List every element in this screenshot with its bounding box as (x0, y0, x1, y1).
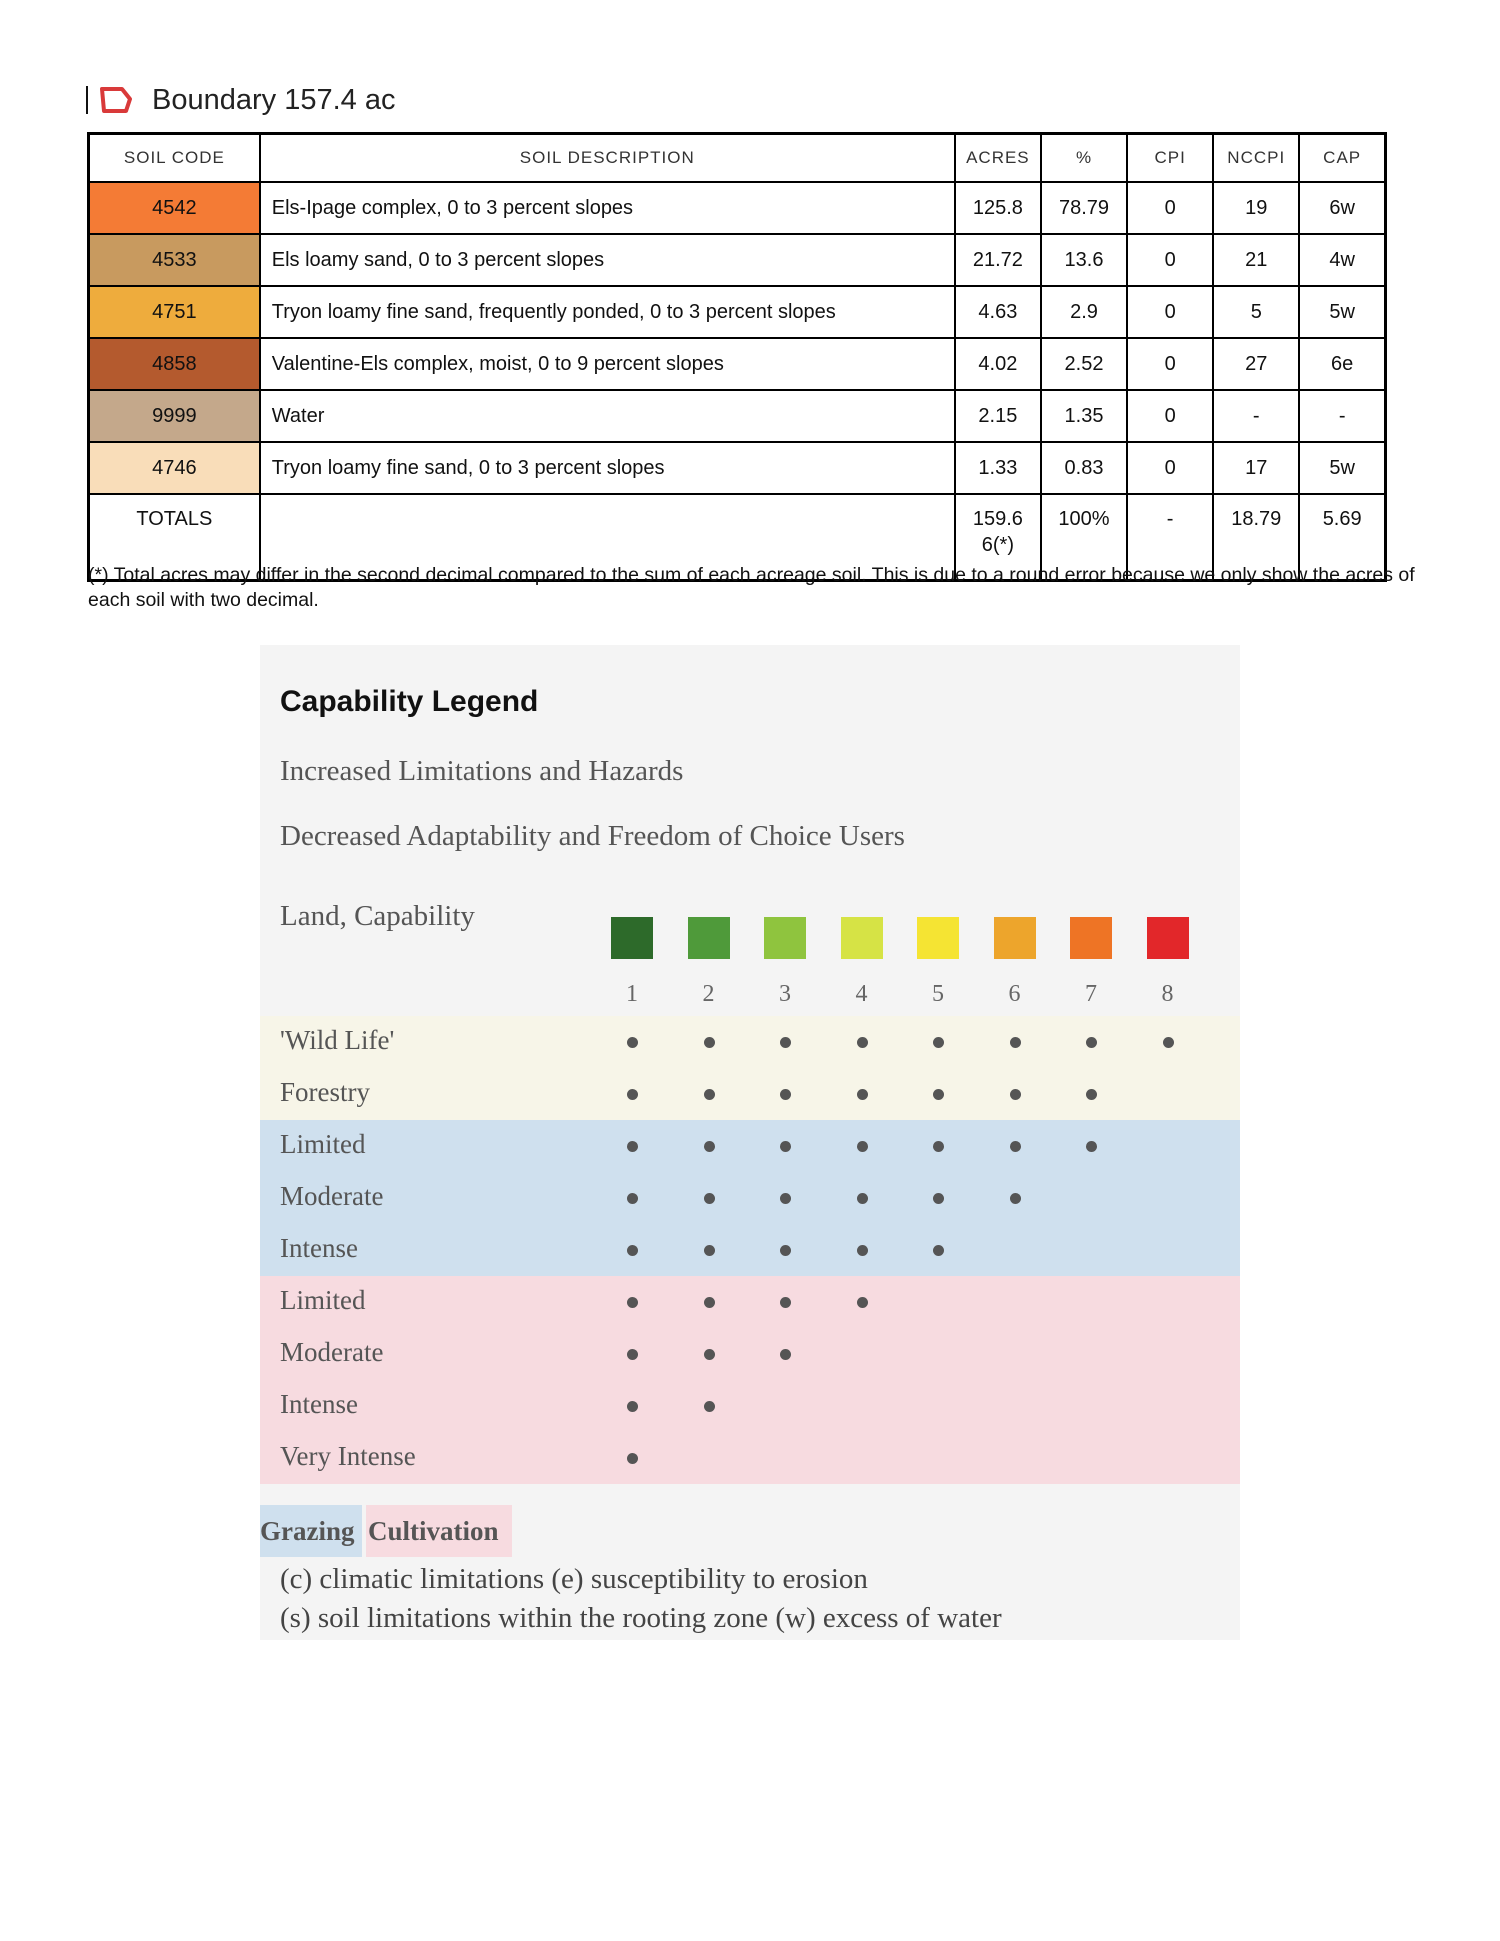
soil-table-header-row (89, 134, 1386, 183)
capability-class-7-swatch (1070, 917, 1112, 959)
totals-acres-line1: 159.6 (972, 508, 1023, 530)
land-use-label: Very Intense (280, 1441, 416, 1471)
suitability-dot (704, 1349, 715, 1360)
capability-class-3-swatch (764, 917, 806, 959)
soil-code-cell: 4751 (89, 286, 260, 338)
legend-footnote-c-e: (c) climatic limitations (e) susceptibility to erosion (280, 1563, 868, 1595)
suitability-dot (627, 1297, 638, 1308)
suitability-dot (780, 1245, 791, 1256)
acres-cell: 125.8 (955, 182, 1041, 234)
land-capability-label: Land, Capability (280, 900, 475, 932)
cpi-cell: 0 (1127, 182, 1213, 234)
suitability-dot (1086, 1037, 1097, 1048)
percent-cell: 78.79 (1041, 182, 1127, 234)
nccpi-cell: 27 (1213, 338, 1299, 390)
capability-class-5-swatch (917, 917, 959, 959)
suitability-dot (627, 1037, 638, 1048)
soil-description-cell: Tryon loamy fine sand, 0 to 3 percent slopes (260, 442, 955, 494)
suitability-dot (704, 1089, 715, 1100)
capability-legend (260, 645, 1240, 1640)
legend-row-band-cultivation (260, 1276, 1240, 1328)
nccpi-cell: 19 (1213, 182, 1299, 234)
table-row (89, 442, 1386, 494)
cap-cell: 4w (1299, 234, 1385, 286)
totals-acres-line2: 6(*) (981, 534, 1014, 556)
rounding-note: (*) Total acres may differ in the second decimal compared to the sum of each acreage soil. This is due to a round error because we only show the acres of each soil with two decimal. (88, 564, 1415, 611)
acres-cell: 21.72 (955, 234, 1041, 286)
legend-subtitle-adaptability: Decreased Adaptability and Freedom of Choice Users (280, 820, 905, 852)
capability-class-4-swatch (841, 917, 883, 959)
land-use-label: 'Wild Life' (280, 1025, 395, 1055)
capability-class-number: 2 (702, 981, 715, 1007)
cap-cell: - (1299, 390, 1385, 442)
nccpi-cell: 17 (1213, 442, 1299, 494)
suitability-dot (704, 1401, 715, 1412)
land-use-label: Limited (280, 1285, 366, 1315)
capability-class-number: 3 (779, 981, 791, 1007)
suitability-dot (780, 1089, 791, 1100)
acres-cell: 1.33 (955, 442, 1041, 494)
suitability-dot (627, 1245, 638, 1256)
header-divider (86, 86, 88, 114)
suitability-dot (857, 1089, 868, 1100)
suitability-dot (933, 1089, 944, 1100)
legend-title: Capability Legend (280, 685, 539, 718)
suitability-dot (627, 1193, 638, 1204)
suitability-dot (704, 1193, 715, 1204)
soil-code-cell: 9999 (89, 390, 260, 442)
land-use-label: Intense (280, 1233, 358, 1263)
totals-label: TOTALS (89, 494, 260, 581)
suitability-dot (1086, 1089, 1097, 1100)
capability-class-6-swatch (994, 917, 1036, 959)
capability-class-number: 4 (855, 981, 868, 1007)
capability-class-number: 8 (1161, 981, 1174, 1007)
suitability-dot (1010, 1037, 1021, 1048)
suitability-dot (780, 1297, 791, 1308)
suitability-dot (857, 1245, 868, 1256)
percent-cell: 13.6 (1041, 234, 1127, 286)
cpi-cell: 0 (1127, 234, 1213, 286)
soil-description-cell: Els loamy sand, 0 to 3 percent slopes (260, 234, 955, 286)
legend-row-band-cultivation (260, 1328, 1240, 1380)
suitability-dot (627, 1349, 638, 1360)
table-row (89, 390, 1386, 442)
capability-class-8-swatch (1147, 917, 1189, 959)
cpi-cell: 0 (1127, 286, 1213, 338)
suitability-dot (933, 1245, 944, 1256)
suitability-dot (1010, 1141, 1021, 1152)
suitability-dot (857, 1193, 868, 1204)
cap-cell: 6e (1299, 338, 1385, 390)
header-soil-description: SOIL DESCRIPTION (260, 134, 955, 183)
soil-table (87, 132, 1387, 582)
table-row (89, 338, 1386, 390)
suitability-dot (780, 1349, 791, 1360)
legend-row-band-cultivation (260, 1380, 1240, 1432)
cap-cell: 5w (1299, 286, 1385, 338)
table-row (89, 182, 1386, 234)
boundary-title: Boundary 157.4 ac (152, 83, 396, 116)
percent-cell: 2.9 (1041, 286, 1127, 338)
cpi-cell: 0 (1127, 442, 1213, 494)
suitability-dot (704, 1141, 715, 1152)
suitability-dot (780, 1037, 791, 1048)
totals-cpi: - (1127, 494, 1213, 581)
boundary-polygon-icon (98, 85, 134, 115)
cap-cell: 6w (1299, 182, 1385, 234)
suitability-dot (627, 1141, 638, 1152)
land-use-label: Forestry (280, 1077, 370, 1107)
table-row (89, 286, 1386, 338)
grazing-tag: Grazing (260, 1505, 362, 1557)
nccpi-cell: - (1213, 390, 1299, 442)
percent-cell: 0.83 (1041, 442, 1127, 494)
soil-description-cell: Water (260, 390, 955, 442)
cpi-cell: 0 (1127, 390, 1213, 442)
cultivation-tag: Cultivation (366, 1505, 512, 1557)
suitability-dot (1010, 1193, 1021, 1204)
legend-footnote-s-w: (s) soil limitations within the rooting zone (w) excess of water (280, 1602, 1002, 1634)
suitability-dot (857, 1297, 868, 1308)
suitability-dot (857, 1141, 868, 1152)
acres-cell: 4.63 (955, 286, 1041, 338)
suitability-dot (1086, 1141, 1097, 1152)
land-use-label: Limited (280, 1129, 366, 1159)
suitability-dot (627, 1453, 638, 1464)
capability-class-1-swatch (611, 917, 653, 959)
legend-subtitle-limitations: Increased Limitations and Hazards (280, 755, 684, 787)
suitability-dot (704, 1037, 715, 1048)
suitability-dot (1163, 1037, 1174, 1048)
header-soil-code: SOIL CODE (89, 134, 260, 183)
acres-cell: 2.15 (955, 390, 1041, 442)
suitability-dot (627, 1401, 638, 1412)
capability-class-number: 6 (1008, 981, 1021, 1007)
soil-description-cell: Valentine-Els complex, moist, 0 to 9 percent slopes (260, 338, 955, 390)
acres-cell: 4.02 (955, 338, 1041, 390)
suitability-dot (627, 1089, 638, 1100)
totals-nccpi: 18.79 (1213, 494, 1299, 581)
suitability-dot (933, 1193, 944, 1204)
boundary-header (86, 80, 395, 120)
land-use-label: Intense (280, 1389, 358, 1419)
table-row (89, 234, 1386, 286)
soil-description-cell: Tryon loamy fine sand, frequently ponded, 0 to 3 percent slopes (260, 286, 955, 338)
header-acres: ACRES (955, 134, 1041, 183)
legend-row-band-grazing (260, 1172, 1240, 1224)
capability-class-number: 7 (1085, 981, 1097, 1007)
suitability-dot (704, 1245, 715, 1256)
suitability-dot (1010, 1089, 1021, 1100)
header-nccpi: NCCPI (1213, 134, 1299, 183)
soil-code-cell: 4542 (89, 182, 260, 234)
soil-code-cell: 4858 (89, 338, 260, 390)
capability-class-2-swatch (688, 917, 730, 959)
nccpi-cell: 21 (1213, 234, 1299, 286)
header-cpi: CPI (1127, 134, 1213, 183)
suitability-dot (780, 1193, 791, 1204)
soil-code-cell: 4746 (89, 442, 260, 494)
totals-cap: 5.69 (1299, 494, 1385, 581)
percent-cell: 2.52 (1041, 338, 1127, 390)
totals-percent: 100% (1041, 494, 1127, 581)
suitability-dot (780, 1141, 791, 1152)
suitability-dot (857, 1037, 868, 1048)
land-use-label: Moderate (280, 1337, 384, 1367)
cpi-cell: 0 (1127, 338, 1213, 390)
soil-description-cell: Els-Ipage complex, 0 to 3 percent slopes (260, 182, 955, 234)
land-use-label: Moderate (280, 1181, 384, 1211)
percent-cell: 1.35 (1041, 390, 1127, 442)
cap-cell: 5w (1299, 442, 1385, 494)
suitability-dot (933, 1037, 944, 1048)
header-cap: CAP (1299, 134, 1385, 183)
capability-class-number: 5 (932, 981, 944, 1007)
soil-code-cell: 4533 (89, 234, 260, 286)
header-percent: % (1041, 134, 1127, 183)
legend-row-band-grazing (260, 1224, 1240, 1276)
capability-class-number: 1 (626, 981, 638, 1007)
suitability-dot (933, 1141, 944, 1152)
suitability-dot (704, 1297, 715, 1308)
nccpi-cell: 5 (1213, 286, 1299, 338)
